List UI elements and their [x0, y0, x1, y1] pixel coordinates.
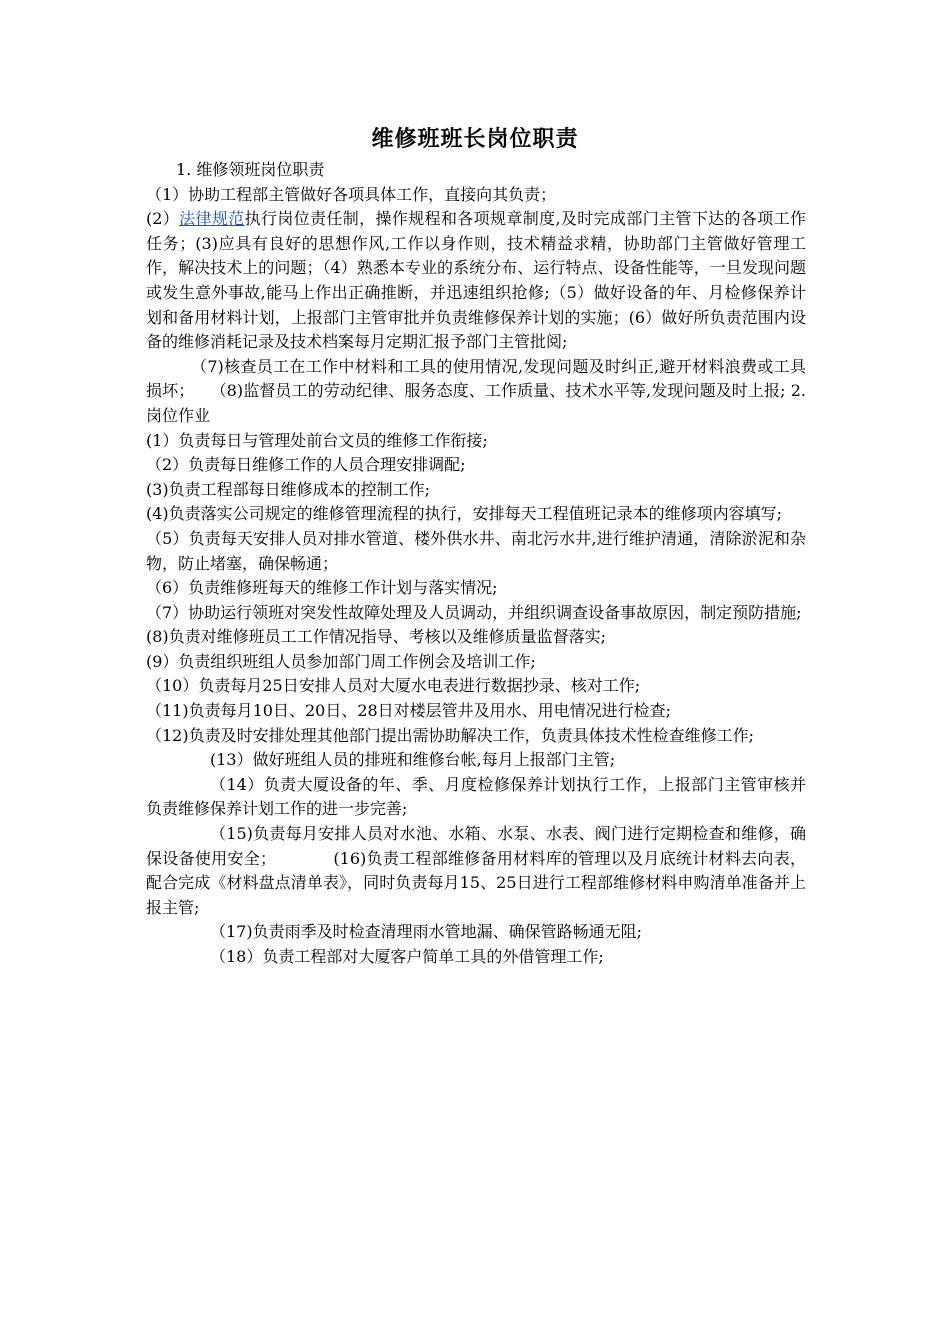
- paragraph-2-prefix: (2）: [146, 209, 180, 229]
- paragraph-7: (4)负责落实公司规定的维修管理流程的执行，安排每天工程值班记录本的维修项内容填写;: [146, 504, 783, 524]
- paragraph-13: （10）负责每月25日安排人员对大厦水电表进行数据抄录、核对工作;: [146, 676, 641, 696]
- paragraph-2-text: 执行岗位责任制，操作规程和各项规章制度,及时完成部门主管下达的各项工作任务；(3)应具有良好的思想作风,工作以身作则，技术精益求精，协助部门主管做好管理工作，解决技术上的问题；（4）熟悉本专业的系统分布、运行特点、设备性能等，一旦发现问题或发生意外事故,能马上作出正确推断，并迅速组织抢修;（5）做好设备的年、月检修保养计划和备用材料计划，上报部门主管审批并负责维修保养计划的实施；(6）做好所负责范围内设备的维修消耗记录及技术档案每月定期汇报予部门主管批阅;: [146, 209, 806, 352]
- paragraph-2: [146, 207, 806, 355]
- document-body: [146, 158, 806, 970]
- paragraph-19: （17)负责雨季及时检查清理雨水管地漏、确保管路畅通无阻;: [210, 922, 642, 942]
- paragraph-18: （15)负责每月安排人员对水池、水箱、水泵、水表、阀门进行定期检查和维修，确保设备使用安全； (16)负责工程部维修备用材料库的管理以及月底统计材料去向表，配合完成《材料盘点清单表》，同时负责每月15、25日进行工程部维修材料申购清单准备并上报主管;: [146, 824, 806, 917]
- paragraph-15: （12)负责及时安排处理其他部门提出需协助解决工作，负责具体技术性检查维修工作;: [146, 725, 754, 745]
- paragraph-10: （7）协助运行领班对突发性故障处理及人员调动，并组织调查设备事故原因，制定预防措施;: [146, 602, 802, 622]
- paragraph-5: （2）负责每日维修工作的人员合理安排调配;: [146, 455, 466, 475]
- paragraph-1: （1）协助工程部主管做好各项具体工作，直接向其负责；: [146, 184, 557, 204]
- paragraph-9: （6）负责维修班每天的维修工作计划与落实情况;: [146, 578, 498, 598]
- paragraph-17: （14）负责大厦设备的年、季、月度检修保养计划执行工作，上报部门主管审核并负责维修保养计划工作的进一步完善;: [146, 774, 806, 819]
- paragraph-6: (3)负责工程部每日维修成本的控制工作;: [146, 479, 431, 499]
- paragraph-16: (13）做好班组人员的排班和维修台帐,每月上报部门主管;: [210, 750, 616, 770]
- section-heading: 1. 维修领班岗位职责: [176, 160, 325, 179]
- paragraph-11: (8)负责对维修班员工工作情况指导、考核以及维修质量监督落实;: [146, 627, 607, 647]
- paragraph-8: （5）负责每天安排人员对排水管道、楼外供水井、南北污水井,进行维护清通，清除淤泥和杂物，防止堵塞，确保畅通；: [146, 528, 806, 573]
- paragraph-4: (1）负责每日与管理处前台文员的维修工作衔接;: [146, 430, 488, 450]
- paragraph-12: (9）负责组织班组人员参加部门周工作例会及培训工作;: [146, 651, 536, 671]
- law-link[interactable]: 法律规范: [179, 209, 245, 229]
- page-title: 维修班班长岗位职责: [371, 127, 579, 152]
- paragraph-14: （11)负责每月10日、20日、28日对楼层管井及用水、用电情况进行检查;: [146, 701, 672, 721]
- paragraph-20: （18）负责工程部对大厦客户简单工具的外借管理工作;: [210, 947, 604, 966]
- paragraph-3: （7)核查员工在工作中材料和工具的使用情况,发现问题及时纠正,避开材料浪费或工具损坏； （8)监督员工的劳动纪律、服务态度、工作质量、技术水平等,发现问题及时上报; 2. 岗位作业: [146, 356, 806, 425]
